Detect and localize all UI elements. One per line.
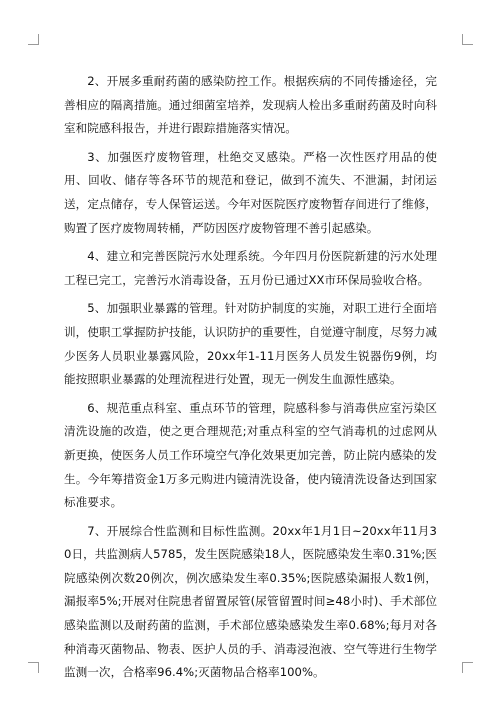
crop-mark-bottom-right	[462, 662, 473, 673]
paragraph-item-3: 3、加强医疗废物管理，杜绝交叉感染。严格一次性医疗用品的使用、回收、储存等各环节的规范和登记，做到不流失、不泄漏，封闭运送，定点储存，专人保管运送。今年对医院医疗废物暂存间进行了维修，购置了医疗废物周转桶，严防因医疗废物管理不善引起感染。	[64, 149, 437, 235]
paragraph-item-5: 5、加强职业暴露的管理。针对防护制度的实施，对职工进行全面培训，使职工掌握防护技能，认识防护的重要性，自觉遵守制度，尽努力减少医务人员职业暴露风险，20xx年1-11月医务人员发生锐器伤9例，均能按照职业暴露的处理流程进行处置，现无一例发生血源性感染。	[64, 301, 437, 387]
paragraph-item-6: 6、规范重点科室、重点环节的管理，院感科参与消毒供应室污染区清洗设施的改造，使之更合理规范;对重点科室的空气消毒机的过虑网从新更换，使医务人员工作环境空气净化效果更加完善，防止院内感染的发生。今年筹措资金1万多元购进内镜清洗设备，使内镜清洗设备达到国家标准要求。	[64, 400, 437, 510]
paragraph-item-2: 2、开展多重耐药菌的感染防控工作。根据疾病的不同传播途径，完善相应的隔离措施。通过细菌室培养，发现病人检出多重耐药菌及时向科室和院感科报告，并进行跟踪措施落实情况。	[64, 74, 437, 136]
paragraph-item-4: 4、建立和完善医院污水处理系统。今年四月份医院新建的污水处理工程已完工，完善污水消毒设备，五月份已通过XX市环保局验收合格。	[64, 249, 437, 287]
crop-mark-bottom-left	[28, 662, 39, 673]
paragraph-item-7: 7、开展综合性监测和目标性监测。20xx年1月1日~20xx年11月30日，共监测病人5785，发生医院感染18人，医院感染发生率0.31%;医院感染例次数20例次，例次感染发生率0.35%;医院感染漏报人数1例，漏报率5%;开展对住院患者留置尿管(尿管留置时间≥48小时)、手术部位感染监测以及耐药菌的监测，手术部位感染感染发生率0.68%;每月对各种消毒灭菌物品、物表、医护人员的手、消毒浸泡液、空气等进行生物学监测一次，合格率96.4%;灭菌物品合格率100%。	[64, 523, 437, 680]
document-body	[64, 70, 437, 690]
crop-mark-top-right	[462, 34, 473, 45]
crop-mark-top-left	[28, 34, 39, 45]
